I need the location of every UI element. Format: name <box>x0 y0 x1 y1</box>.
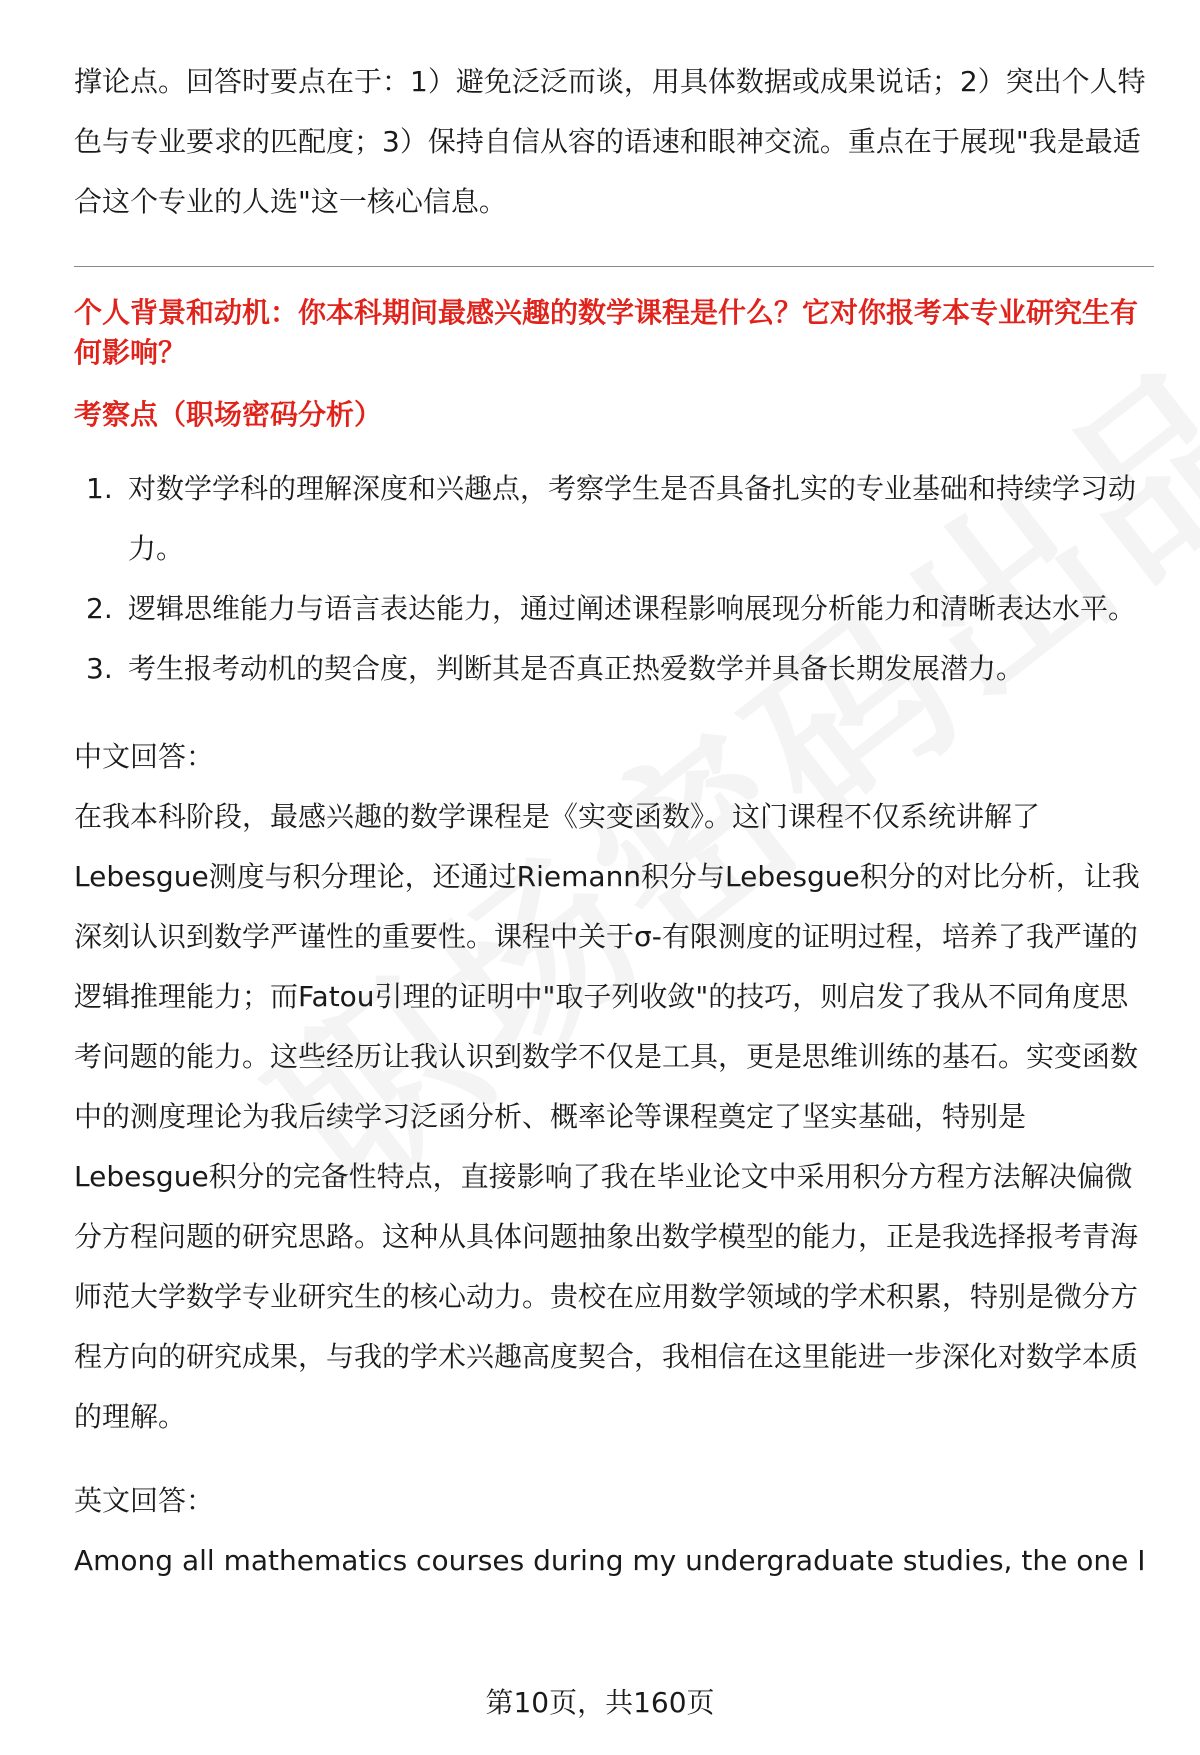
english-answer-label: 英文回答： <box>74 1484 215 1517</box>
list-item-number: 3. <box>86 652 113 685</box>
analysis-points-list <box>74 459 1154 699</box>
list-item-number: 1. <box>86 472 113 505</box>
list-item <box>74 459 1154 579</box>
list-item-number: 2. <box>86 592 113 625</box>
page-content <box>74 52 1154 1591</box>
list-item-text: 逻辑思维能力与语言表达能力，通过阐述课程影响展现分析能力和清晰表达水平。 <box>128 592 1137 625</box>
analysis-heading: 考察点（职场密码分析） <box>74 398 383 431</box>
list-item <box>74 639 1154 699</box>
chinese-answer-label: 中文回答： <box>74 740 215 773</box>
english-answer-text: Among all mathematics courses during my undergraduate studies, the one I <box>74 1544 1146 1577</box>
list-item-text: 考生报考动机的契合度，判断其是否真正热爱数学并具备长期发展潜力。 <box>128 652 1025 685</box>
page-number-footer: 第10页，共160页 <box>485 1686 715 1719</box>
question-heading: 个人背景和动机：你本科期间最感兴趣的数学课程是什么？它对你报考本专业研究生有何影响？ <box>74 296 1139 369</box>
chinese-answer-text: 在我本科阶段，最感兴趣的数学课程是《实变函数》。这门课程不仅系统讲解了Lebesgue测度与积分理论，还通过Riemann积分与Lebesgue积分的对比分析，让我深刻认识到数学严谨性的重要性。课程中关于σ-有限测度的证明过程，培养了我严谨的逻辑推理能力；而Fatou引理的证明中"取子列收敛"的技巧，则启发了我从不同角度思考问题的能力。这些经历让我认识到数学不仅是工具，更是思维训练的基石。实变函数中的测度理论为我后续学习泛函分析、概率论等课程奠定了坚实基础，特别是Lebesgue积分的完备性特点，直接影响了我在毕业论文中采用积分方程方法解决偏微分方程问题的研究思路。这种从具体问题抽象出数学模型的能力，正是我选择报考青海师范大学数学专业研究生的核心动力。贵校在应用数学领域的学术积累，特别是微分方程方向的研究成果，与我的学术兴趣高度契合，我相信在这里能进一步深化对数学本质的理解。 <box>74 800 1140 1433</box>
section-divider <box>74 266 1154 267</box>
list-item <box>74 579 1154 639</box>
list-item-text: 对数学学科的理解深度和兴趣点，考察学生是否具备扎实的专业基础和持续学习动力。 <box>128 472 1137 565</box>
intro-paragraph: 撑论点。回答时要点在于：1）避免泛泛而谈，用具体数据或成果说话；2）突出个人特色与专业要求的匹配度；3）保持自信从容的语速和眼神交流。重点在于展现"我是最适合这个专业的人选"这一核心信息。 <box>74 65 1146 218</box>
